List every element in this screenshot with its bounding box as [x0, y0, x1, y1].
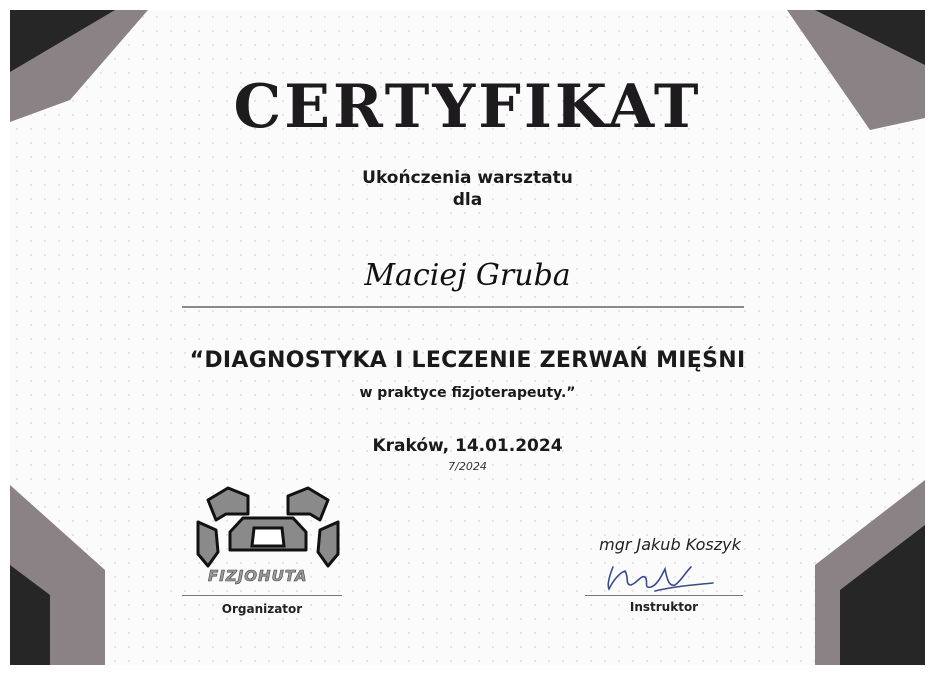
organizer-logo-text: FIZJOHUTA	[208, 567, 308, 585]
organizer-signature-line	[182, 595, 342, 596]
organizer-label: Organizator	[221, 602, 303, 616]
recipient-underline	[182, 306, 744, 308]
fizjohuta-logo-icon	[188, 480, 348, 570]
instructor-name: mgr Jakub Koszyk	[599, 535, 741, 554]
subtitle-line-1: Ukończenia warsztatu	[362, 168, 573, 188]
subtitle-line-2: dla	[452, 190, 483, 210]
certificate-sheet	[10, 10, 925, 665]
place-and-date: Kraków, 14.01.2024	[372, 436, 563, 456]
instructor-signature-icon	[595, 555, 715, 600]
course-subtitle: w praktyce fizjoterapeuty.”	[359, 385, 576, 401]
recipient-name: Maciej Gruba	[364, 258, 571, 293]
certificate-number: 7/2024	[448, 460, 487, 473]
certificate-title: CERTYFIKAT	[233, 72, 702, 142]
bottom-right-corner-ornament	[795, 480, 925, 665]
bottom-left-corner-ornament	[10, 485, 130, 665]
instructor-label: Instruktor	[629, 600, 699, 614]
course-title: “DIAGNOSTYKA I LECZENIE ZERWAŃ MIĘŚNI	[189, 348, 746, 373]
instructor-signature-line	[585, 595, 743, 596]
